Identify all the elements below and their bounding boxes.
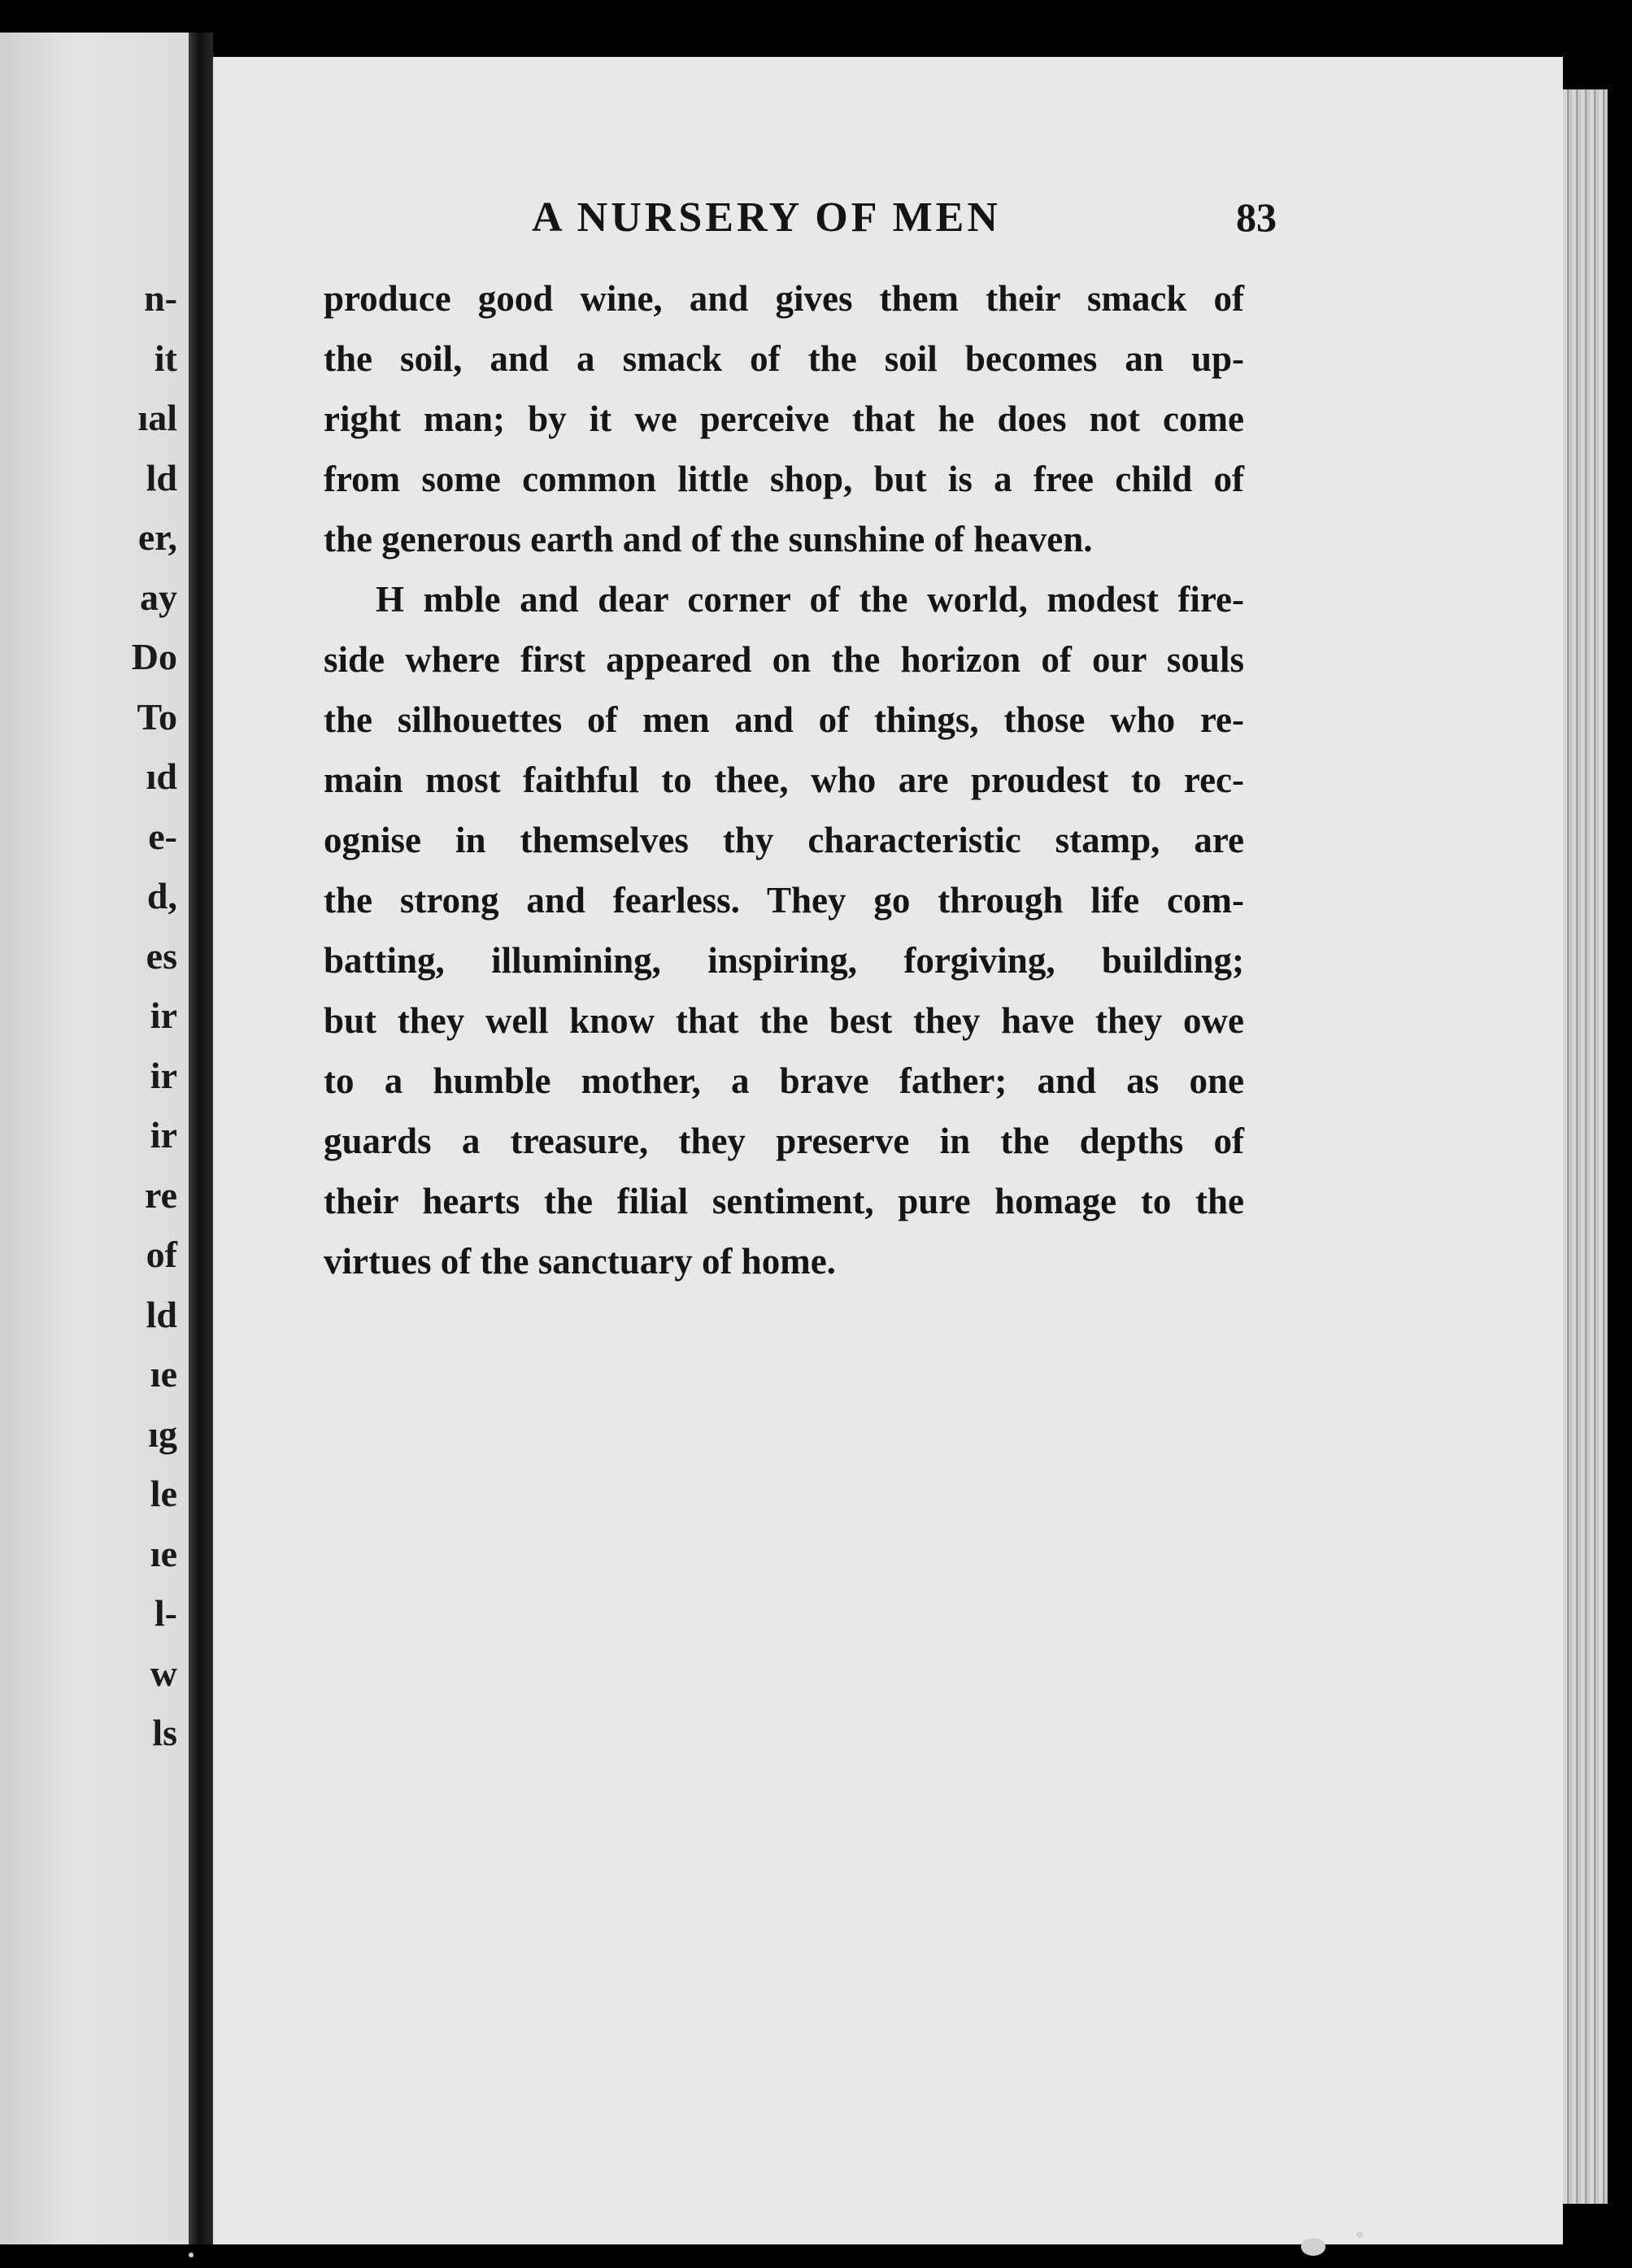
- text-line: guards a treasure, they preserve in the depths of: [324, 1121, 1244, 1161]
- fragment: ıal: [137, 397, 177, 438]
- text-line: from some common little shop, but is a free child of: [324, 459, 1244, 499]
- fragment: ıd: [146, 755, 177, 797]
- text-line: the generous earth and of the sunshine of heaven.: [324, 519, 1093, 559]
- text-line: virtues of the sanctuary of home.: [324, 1241, 836, 1282]
- text-line: produce good wine, and gives them their smack of: [324, 278, 1244, 319]
- fragment: er,: [137, 516, 177, 558]
- text-line: main most faithful to thee, who are proudest to rec-: [324, 760, 1244, 800]
- text-line: side where first appeared on the horizon of our souls: [324, 639, 1244, 680]
- fragment: of: [146, 1234, 177, 1275]
- fragment: ir: [150, 995, 177, 1036]
- previous-page: [0, 33, 189, 2244]
- scan-speck: [1301, 2238, 1325, 2256]
- fragment: To: [137, 695, 177, 738]
- previous-page-text-fragments: [132, 268, 177, 1763]
- fragment: ld: [146, 456, 177, 498]
- fragment: Do: [131, 636, 177, 677]
- text-line: to a humble mother, a brave father; and as one: [324, 1060, 1244, 1101]
- fragment: ir: [150, 1114, 177, 1156]
- fragment: ld: [146, 1293, 177, 1335]
- page-edges: [1563, 89, 1608, 2204]
- fragment: ıe: [150, 1353, 177, 1395]
- fragment: es: [146, 934, 177, 977]
- fragment: ıg: [148, 1413, 177, 1455]
- text-line: the silhouettes of men and of things, those who re-: [324, 699, 1244, 740]
- text-line: ognise in themselves thy characteristic stamp, are: [324, 820, 1244, 860]
- text-line: but they well know that the best they have they owe: [324, 1000, 1244, 1041]
- fragment: le: [150, 1473, 177, 1514]
- text-line: H mble and dear corner of the world, modest fire-: [376, 579, 1244, 620]
- fragment: w: [150, 1652, 177, 1694]
- text-line: their hearts the filial sentiment, pure homage to the: [324, 1181, 1244, 1221]
- text-line: the strong and fearless. They go through life com-: [324, 880, 1244, 921]
- fragment: l-: [154, 1592, 177, 1634]
- running-head: A NURSERY OF MEN: [532, 194, 1001, 241]
- page-number: 83: [1236, 194, 1277, 240]
- fragment: e-: [148, 815, 177, 857]
- fragment: n-: [144, 277, 177, 319]
- fragment: re: [144, 1173, 177, 1216]
- fragment: it: [154, 337, 177, 379]
- text-line: batting, illumining, inspiring, forgiving, building;: [324, 940, 1244, 981]
- fragment: ıe: [150, 1532, 177, 1574]
- text-line: the soil, and a smack of the soil becomes an up-: [324, 338, 1244, 379]
- text-line: right man; by it we perceive that he does not come: [324, 398, 1244, 439]
- fragment: ls: [152, 1712, 177, 1753]
- body-text: [324, 268, 1244, 1291]
- scan-speck: [189, 2253, 194, 2257]
- fragment: d,: [146, 875, 177, 916]
- book-gutter: [189, 33, 213, 2244]
- fragment: ir: [150, 1054, 177, 1096]
- fragment: ay: [140, 576, 177, 618]
- scan-speck: [1356, 2231, 1363, 2238]
- page-header: [317, 194, 1277, 259]
